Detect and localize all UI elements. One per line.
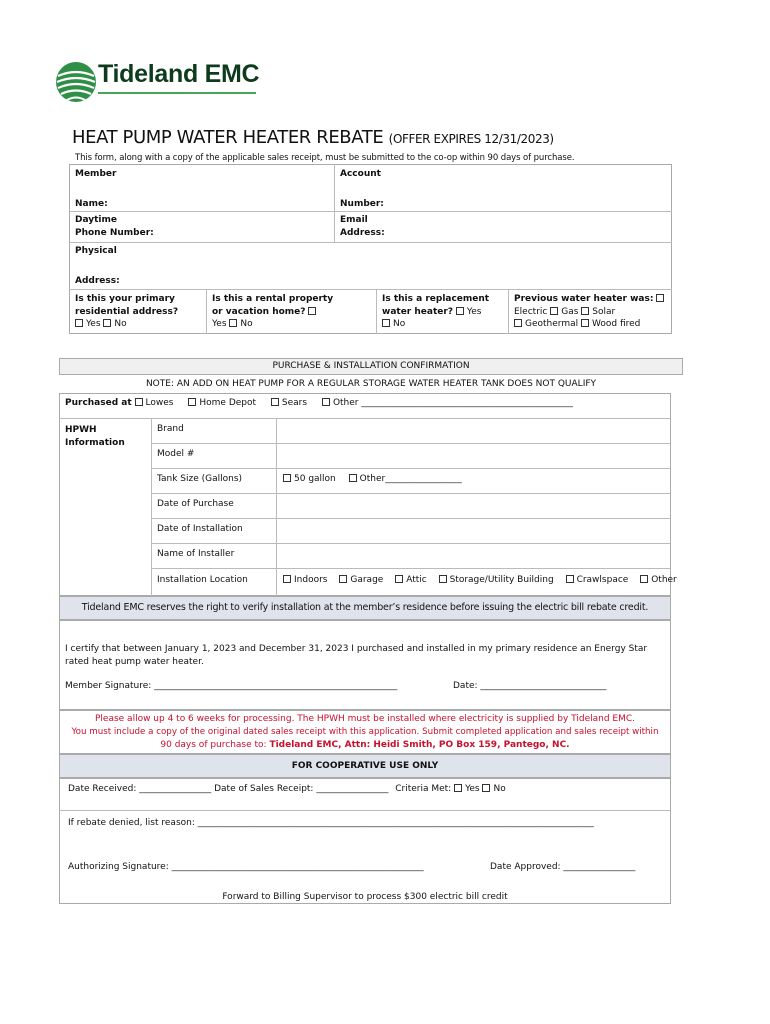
model-label: Model # — [157, 449, 195, 459]
offer-expires: (OFFER EXPIRES 12/31/2023) — [388, 132, 554, 146]
physical-label: Physical — [75, 246, 117, 256]
rental-no-checkbox[interactable] — [229, 319, 237, 327]
installer-name-field[interactable] — [278, 545, 668, 567]
previous-heater-checkbox[interactable] — [656, 294, 664, 302]
date-of-purchase-label: Date of Purchase — [157, 499, 234, 509]
email-label: Email — [340, 215, 368, 225]
replacement-yes-checkbox[interactable] — [456, 307, 464, 315]
sears-checkbox[interactable] — [271, 398, 279, 406]
tank-size-options: 50 gallon Other_________________ — [283, 474, 462, 484]
authorizing-signature-line[interactable]: Authorizing Signature: ________________________________________________________ — [68, 862, 424, 872]
certification-text: I certify that between January 1, 2023 and December 31, 2023 I purchased and installed in my primary residence an Energy Star rated heat pump water heater. — [65, 644, 648, 667]
indoors-checkbox[interactable] — [283, 575, 291, 583]
rental-question: Is this a rental property or vacation home? Yes No — [212, 294, 334, 329]
previous-heater-question: Previous water heater was: Electric Gas Solar Geothermal Wood fired — [514, 293, 667, 331]
address-label: Address: — [75, 276, 120, 286]
primary-residence-question: Is this your primary residential address? Yes No — [75, 294, 179, 329]
date-of-installation-label: Date of Installation — [157, 524, 243, 534]
member-signature-line[interactable]: Member Signature: ______________________________________________________ — [65, 681, 398, 691]
installation-location-options: Indoors Garage Attic Storage/Utility Building Crawlspace Other — [283, 575, 677, 585]
daytime-label: Daytime — [75, 215, 118, 225]
phone-label: Phone Number: — [75, 228, 154, 238]
home-depot-checkbox[interactable] — [188, 398, 196, 406]
signature-date-line[interactable]: Date: ____________________________ — [453, 681, 607, 691]
primary-yes-checkbox[interactable] — [75, 319, 83, 327]
installation-location-label: Installation Location — [157, 575, 248, 585]
processing-notice-text: Please allow up 4 to 6 weeks for processing. The HPWH must be installed where electricity is supplied by Tideland EMC. You must include a copy of the original dated sales receipt with this application. Submit completed application and sales receipt within 90 days of purchase to: Tideland EMC, Attn: Heidi Smith, PO Box 159, Pantego, NC. — [71, 714, 659, 750]
date-of-installation-field[interactable] — [278, 520, 668, 542]
date-approved-line[interactable]: Date Approved: ________________ — [490, 862, 636, 872]
solar-checkbox[interactable] — [581, 307, 589, 315]
forward-note: Forward to Billing Supervisor to process $300 electric bill credit — [222, 892, 508, 902]
number-label: Number: — [340, 199, 384, 209]
installer-name-label: Name of Installer — [157, 549, 235, 559]
criteria-yes-checkbox[interactable] — [454, 784, 462, 792]
replacement-no-checkbox[interactable] — [382, 319, 390, 327]
member-label: Member — [75, 169, 117, 179]
coop-use-header: FOR COOPERATIVE USE ONLY — [59, 754, 671, 778]
fifty-gallon-checkbox[interactable] — [283, 474, 291, 482]
date-received-line[interactable]: Date Received: ________________ — [68, 784, 212, 794]
lowes-checkbox[interactable] — [135, 398, 143, 406]
replacement-question: Is this a replacement water heater? Yes No — [382, 294, 490, 329]
other-store-line[interactable]: _______________________________________________ — [361, 398, 573, 408]
storage-building-checkbox[interactable] — [439, 575, 447, 583]
add-on-note: NOTE: AN ADD ON HEAT PUMP FOR A REGULAR STORAGE WATER HEATER TANK DOES NOT QUALIFY — [145, 379, 597, 389]
other-location-checkbox[interactable] — [640, 575, 648, 583]
tank-other-checkbox[interactable] — [349, 474, 357, 482]
verify-notice: Tideland EMC reserves the right to verify installation at the member’s residence before issuing the electric bill rebate credit. — [59, 596, 671, 620]
phone-number-field[interactable] — [160, 222, 328, 238]
gas-checkbox[interactable] — [550, 307, 558, 315]
model-field[interactable] — [278, 445, 668, 467]
email-address-field[interactable] — [390, 222, 665, 238]
email-address-label: Address: — [340, 228, 385, 238]
coop-dates-row: Date Received: ________________ Date of Sales Receipt: ________________ Criteria Met: Yes No — [68, 784, 506, 794]
denied-reason-line[interactable]: If rebate denied, list reason: ________________________________________________________________________________________ — [68, 818, 594, 828]
attic-checkbox[interactable] — [395, 575, 403, 583]
logo-text: Tideland EMC — [98, 60, 260, 88]
geothermal-checkbox[interactable] — [514, 319, 522, 327]
account-number-field[interactable] — [390, 192, 665, 208]
primary-no-checkbox[interactable] — [103, 319, 111, 327]
physical-address-field[interactable] — [120, 270, 665, 286]
date-sales-receipt-line[interactable]: Date of Sales Receipt: ________________ — [214, 784, 389, 794]
criteria-no-checkbox[interactable] — [482, 784, 490, 792]
crawlspace-checkbox[interactable] — [566, 575, 574, 583]
logo-rule — [98, 92, 256, 94]
purchased-at-row: Purchased at Lowes Home Depot Sears Other _______________________________________________ — [65, 398, 573, 408]
account-label: Account — [340, 169, 381, 179]
hpwh-info-label: HPWH Information — [65, 425, 125, 448]
purchase-section-header: PURCHASE & INSTALLATION CONFIRMATION — [59, 358, 683, 375]
member-name-field[interactable] — [108, 192, 328, 208]
rental-extra-checkbox[interactable] — [308, 307, 316, 315]
tank-size-label: Tank Size (Gallons) — [157, 474, 243, 484]
date-of-purchase-field[interactable] — [278, 495, 668, 517]
coop-use-section — [59, 778, 671, 904]
garage-checkbox[interactable] — [339, 575, 347, 583]
brand-label: Brand — [157, 424, 184, 434]
page-title: HEAT PUMP WATER HEATER REBATE (OFFER EXPIRES 12/31/2023) — [72, 127, 554, 148]
name-label: Name: — [75, 199, 108, 209]
wood-fired-checkbox[interactable] — [581, 319, 589, 327]
logo-icon — [55, 60, 97, 104]
other-store-checkbox[interactable] — [322, 398, 330, 406]
brand-field[interactable] — [278, 420, 668, 442]
intro-text: This form, along with a copy of the applicable sales receipt, must be submitted to the co-op within 90 days of purchase. — [75, 153, 575, 163]
